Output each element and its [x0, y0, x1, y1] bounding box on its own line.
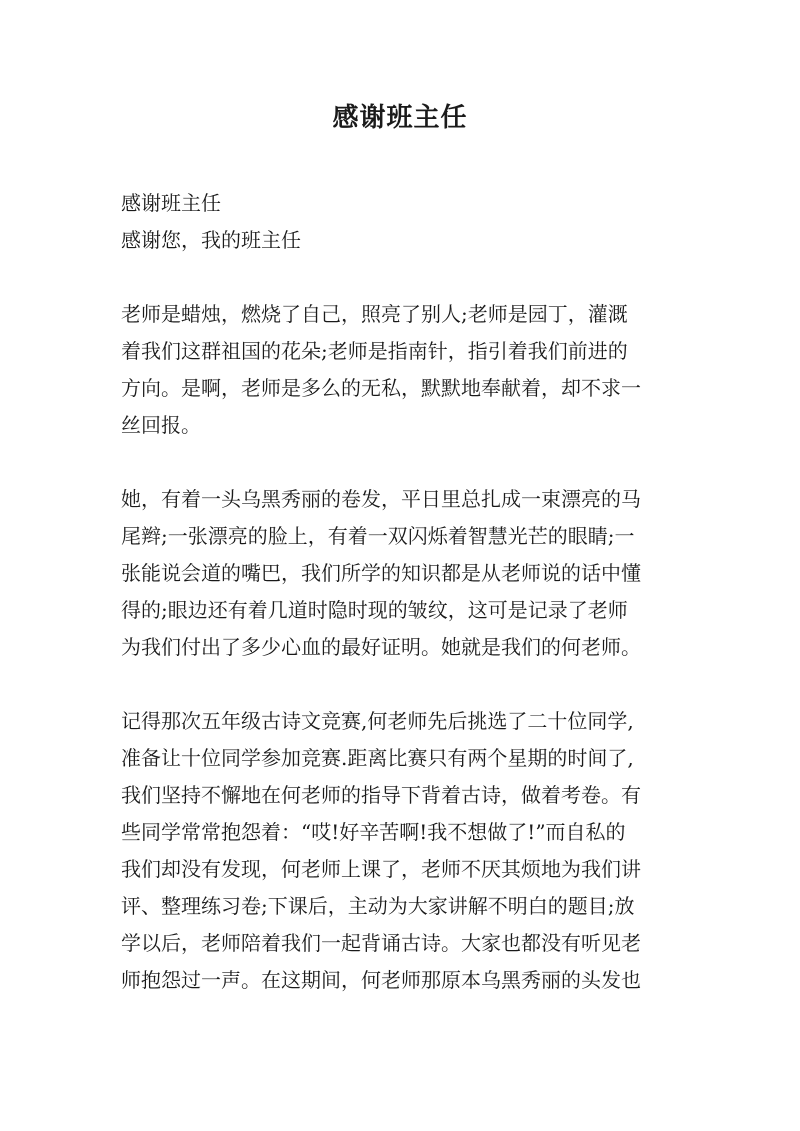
- paragraph-line: 我们坚持不懈地在何老师的指导下背着古诗，做着考卷。有: [121, 783, 641, 807]
- paragraph-line: 方向。是啊，老师是多么的无私，默默地奉献着，却不求一: [121, 376, 641, 400]
- paragraph-line: 记得那次五年级古诗文竞赛,何老师先后挑选了二十位同学,: [121, 709, 634, 733]
- paragraph: [121, 481, 691, 666]
- paragraph-line: 她，有着一头乌黑秀丽的卷发，平日里总扎成一束漂亮的马: [121, 487, 641, 511]
- paragraph-line: 为我们付出了多少心血的最好证明。她就是我们的何老师。: [121, 635, 641, 659]
- paragraph-line: 师抱怨过一声。在这期间，何老师那原本乌黑秀丽的头发也: [121, 968, 641, 992]
- document-title: 感谢班主任: [332, 103, 468, 133]
- paragraph-line: 着我们这群祖国的花朵;老师是指南针，指引着我们前进的: [121, 339, 628, 363]
- paragraph-line: 张能说会道的嘴巴，我们所学的知识都是从老师说的话中懂: [121, 561, 641, 585]
- document-body: [121, 185, 691, 999]
- header-line: 感谢班主任: [121, 191, 221, 215]
- paragraph-line: 准备让十位同学参加竞赛.距离比赛只有两个星期的时间了,: [121, 746, 634, 770]
- paragraph-line: 些同学常常抱怨着：“哎!好辛苦啊!我不想做了!”而自私的: [121, 820, 626, 844]
- paragraph-gap: [121, 666, 691, 703]
- paragraph-line: 我们却没有发现，何老师上课了，老师不厌其烦地为我们讲: [121, 857, 641, 881]
- header-line: 感谢您，我的班主任: [121, 228, 301, 252]
- paragraph-line: 尾辫;一张漂亮的脸上，有着一双闪烁着智慧光芒的眼睛;一: [121, 524, 635, 548]
- paragraph: [121, 296, 691, 444]
- paragraph-line: 老师是蜡烛，燃烧了自己，照亮了别人;老师是园丁，灌溉: [121, 302, 628, 326]
- paragraph-line: 丝回报。: [121, 413, 201, 437]
- paragraph-line: 评、整理练习卷;下课后，主动为大家讲解不明白的题目;放: [121, 894, 635, 918]
- paragraph: [121, 703, 691, 999]
- paragraph-line: 得的;眼边还有着几道时隐时现的皱纹，这可是记录了老师: [121, 598, 628, 622]
- paragraph-gap: [121, 259, 691, 296]
- paragraph-gap: [121, 444, 691, 481]
- paragraph-line: 学以后，老师陪着我们一起背诵古诗。大家也都没有听见老: [121, 931, 641, 955]
